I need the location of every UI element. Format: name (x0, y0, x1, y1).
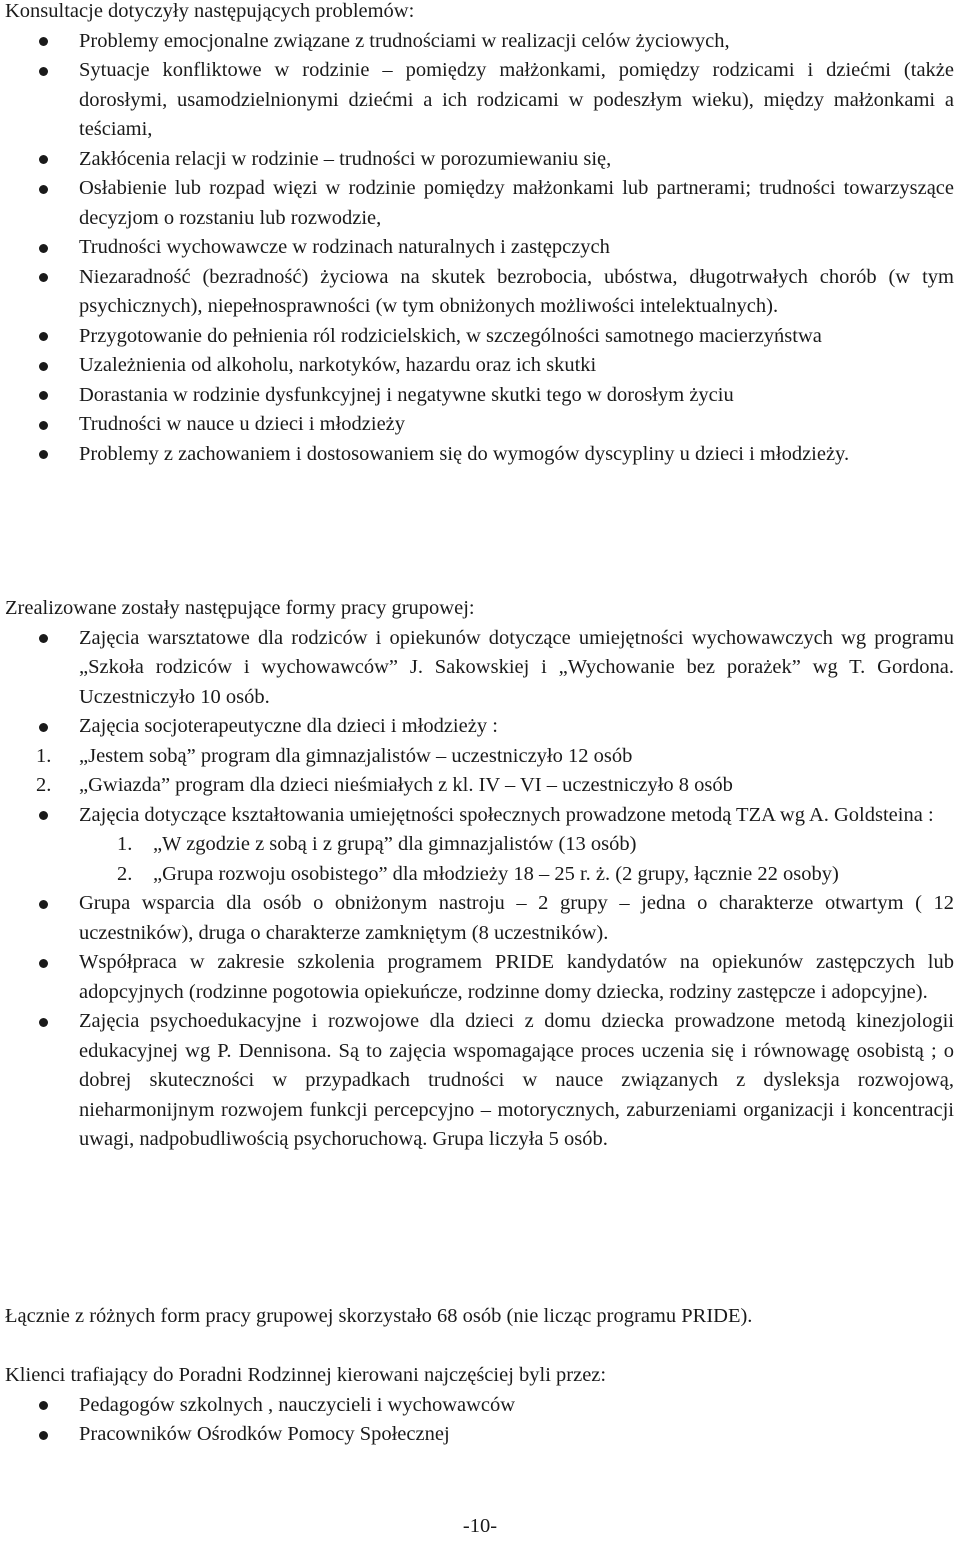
problem-item: Uzależnienia od alkoholu, narkotyków, hazardu oraz ich skutki (0, 351, 960, 381)
problem-item: Problemy z zachowaniem i dostosowaniem się do wymogów dyscypliny u dzieci i młodzieży. (0, 440, 960, 470)
item-number: 2. (36, 774, 52, 796)
group-form-item: Zajęcia warsztatowe dla rodziców i opiekunów dotyczące umiejętności wychowawczych wg programu „Szkoła rodziców i wychowawców” J. Sakowskiej i „Wychowanie bez porażek” wg T. Gordona. Uczestniczyło 10 osób. (0, 624, 960, 713)
problem-item: Osłabienie lub rozpad więzi w rodzinie pomiędzy małżonkami lub partnerami; trudności towarzyszące decyzjom o rozstaniu lub rozwodzie, (0, 174, 960, 233)
item-text: „W zgodzie z sobą i z grupą” dla gimnazjalistów (13 osób) (153, 833, 637, 855)
item-text: „Grupa rozwoju osobistego” dla młodzieży 18 – 25 r. ż. (2 grupy, łącznie 22 osoby) (153, 862, 839, 885)
problem-item: Zakłócenia relacji w rodzinie – trudności w porozumiewaniu się, (0, 145, 960, 175)
problem-item: Dorastania w rodzinie dysfunkcyjnej i negatywne skutki tego w dorosłym życiu (0, 381, 960, 411)
item-number: 1. (117, 833, 133, 855)
problem-item: Przygotowanie do pełnienia ról rodzicielskich, w szczególności samotnego macierzyństwa (0, 322, 960, 352)
group-form-item: Grupa wsparcia dla osób o obniżonym nastroju – 2 grupy – jedna o charakterze otwartym ( 12 uczestników), druga o charakterze zamkniętym (8 uczestników). (0, 889, 960, 948)
consultations-section (0, 0, 960, 469)
sub-numbered-item (0, 860, 960, 890)
item-text: „Jestem sobą” program dla gimnazjalistów – uczestniczyło 12 osób (79, 744, 633, 767)
item-number: 1. (36, 744, 52, 767)
group-form-item: Współpraca w zakresie szkolenia programem PRIDE kandydatów na opiekunów zastępczych lub adopcyjnych (rodzinne pogotowia opiekuńcze, rodzinne domy dziecka, rodziny zastępcze i adopcyjne). (0, 948, 960, 1007)
group-work-intro: Zrealizowane zostały następujące formy pracy grupowej: (5, 597, 475, 619)
group-form-item: Zajęcia socjoterapeutyczne dla dzieci i młodzieży : (0, 712, 960, 742)
page-number: -10- (462, 1515, 498, 1537)
referral-section (0, 1361, 960, 1450)
group-form-item: Zajęcia dotyczące kształtowania umiejętności społecznych prowadzone metodą TZA wg A. Goldsteina : (0, 801, 960, 831)
group-form-item: Zajęcia psychoedukacyjne i rozwojowe dla dzieci z domu dziecka prowadzone metodą kinezjologii edukacyjnej wg P. Dennisona. Są to zajęcia wspomagające proces uczenia się i równowagę osobistą ; o dobrej skuteczności w przypadkach trudności w nauce związanych z dysleksja rozwojową, nieharmonijnym rozwojem funkcji percepcyjno – motorycznych, zaburzeniami organizacji i koncentracji uwagi, nadpobudliwością psychoruchową. Grupa liczyła 5 osób. (0, 1007, 960, 1155)
sub-numbered-item (0, 830, 960, 860)
group-work-summary: Łącznie z różnych form pracy grupowej skorzystało 68 osób (nie licząc programu PRIDE). (5, 1305, 753, 1327)
problem-item: Sytuacje konfliktowe w rodzinie – pomiędzy małżonkami, pomiędzy rodzicami i dziećmi (także dorosłymi, usamodzielnionymi dziećmi a ich rodzicami w podeszłym wieku), między małżonkami a teściami, (0, 56, 960, 145)
problem-item: Niezaradność (bezradność) życiowa na skutek bezrobocia, ubóstwa, długotrwałych chorób (w tym psychicznych), niepełnosprawności (w tym obniżonych możliwości intelektualnych). (0, 263, 960, 322)
problem-item: Trudności wychowawcze w rodzinach naturalnych i zastępczych (0, 233, 960, 263)
consultations-intro: Konsultacje dotyczyły następujących problemów: (5, 0, 415, 22)
item-text: „Gwiazda” program dla dzieci nieśmiałych z kl. IV – VI – uczestniczyło 8 osób (79, 774, 733, 796)
item-number: 2. (117, 862, 133, 885)
group-work-section (0, 594, 960, 1155)
referral-item: Pedagogów szkolnych , nauczycieli i wychowawców (0, 1391, 960, 1421)
referral-list (0, 1391, 960, 1450)
referral-intro: Klienci trafiający do Poradni Rodzinnej kierowani najczęściej byli przez: (5, 1364, 607, 1386)
consultations-problem-list (0, 27, 960, 470)
problem-item: Problemy emocjonalne związane z trudnościami w realizacji celów życiowych, (0, 27, 960, 57)
numbered-item (0, 771, 960, 801)
referral-item: Pracowników Ośrodków Pomocy Społecznej (0, 1420, 960, 1450)
numbered-item (0, 742, 960, 772)
problem-item: Trudności w nauce u dzieci i młodzieży (0, 410, 960, 440)
